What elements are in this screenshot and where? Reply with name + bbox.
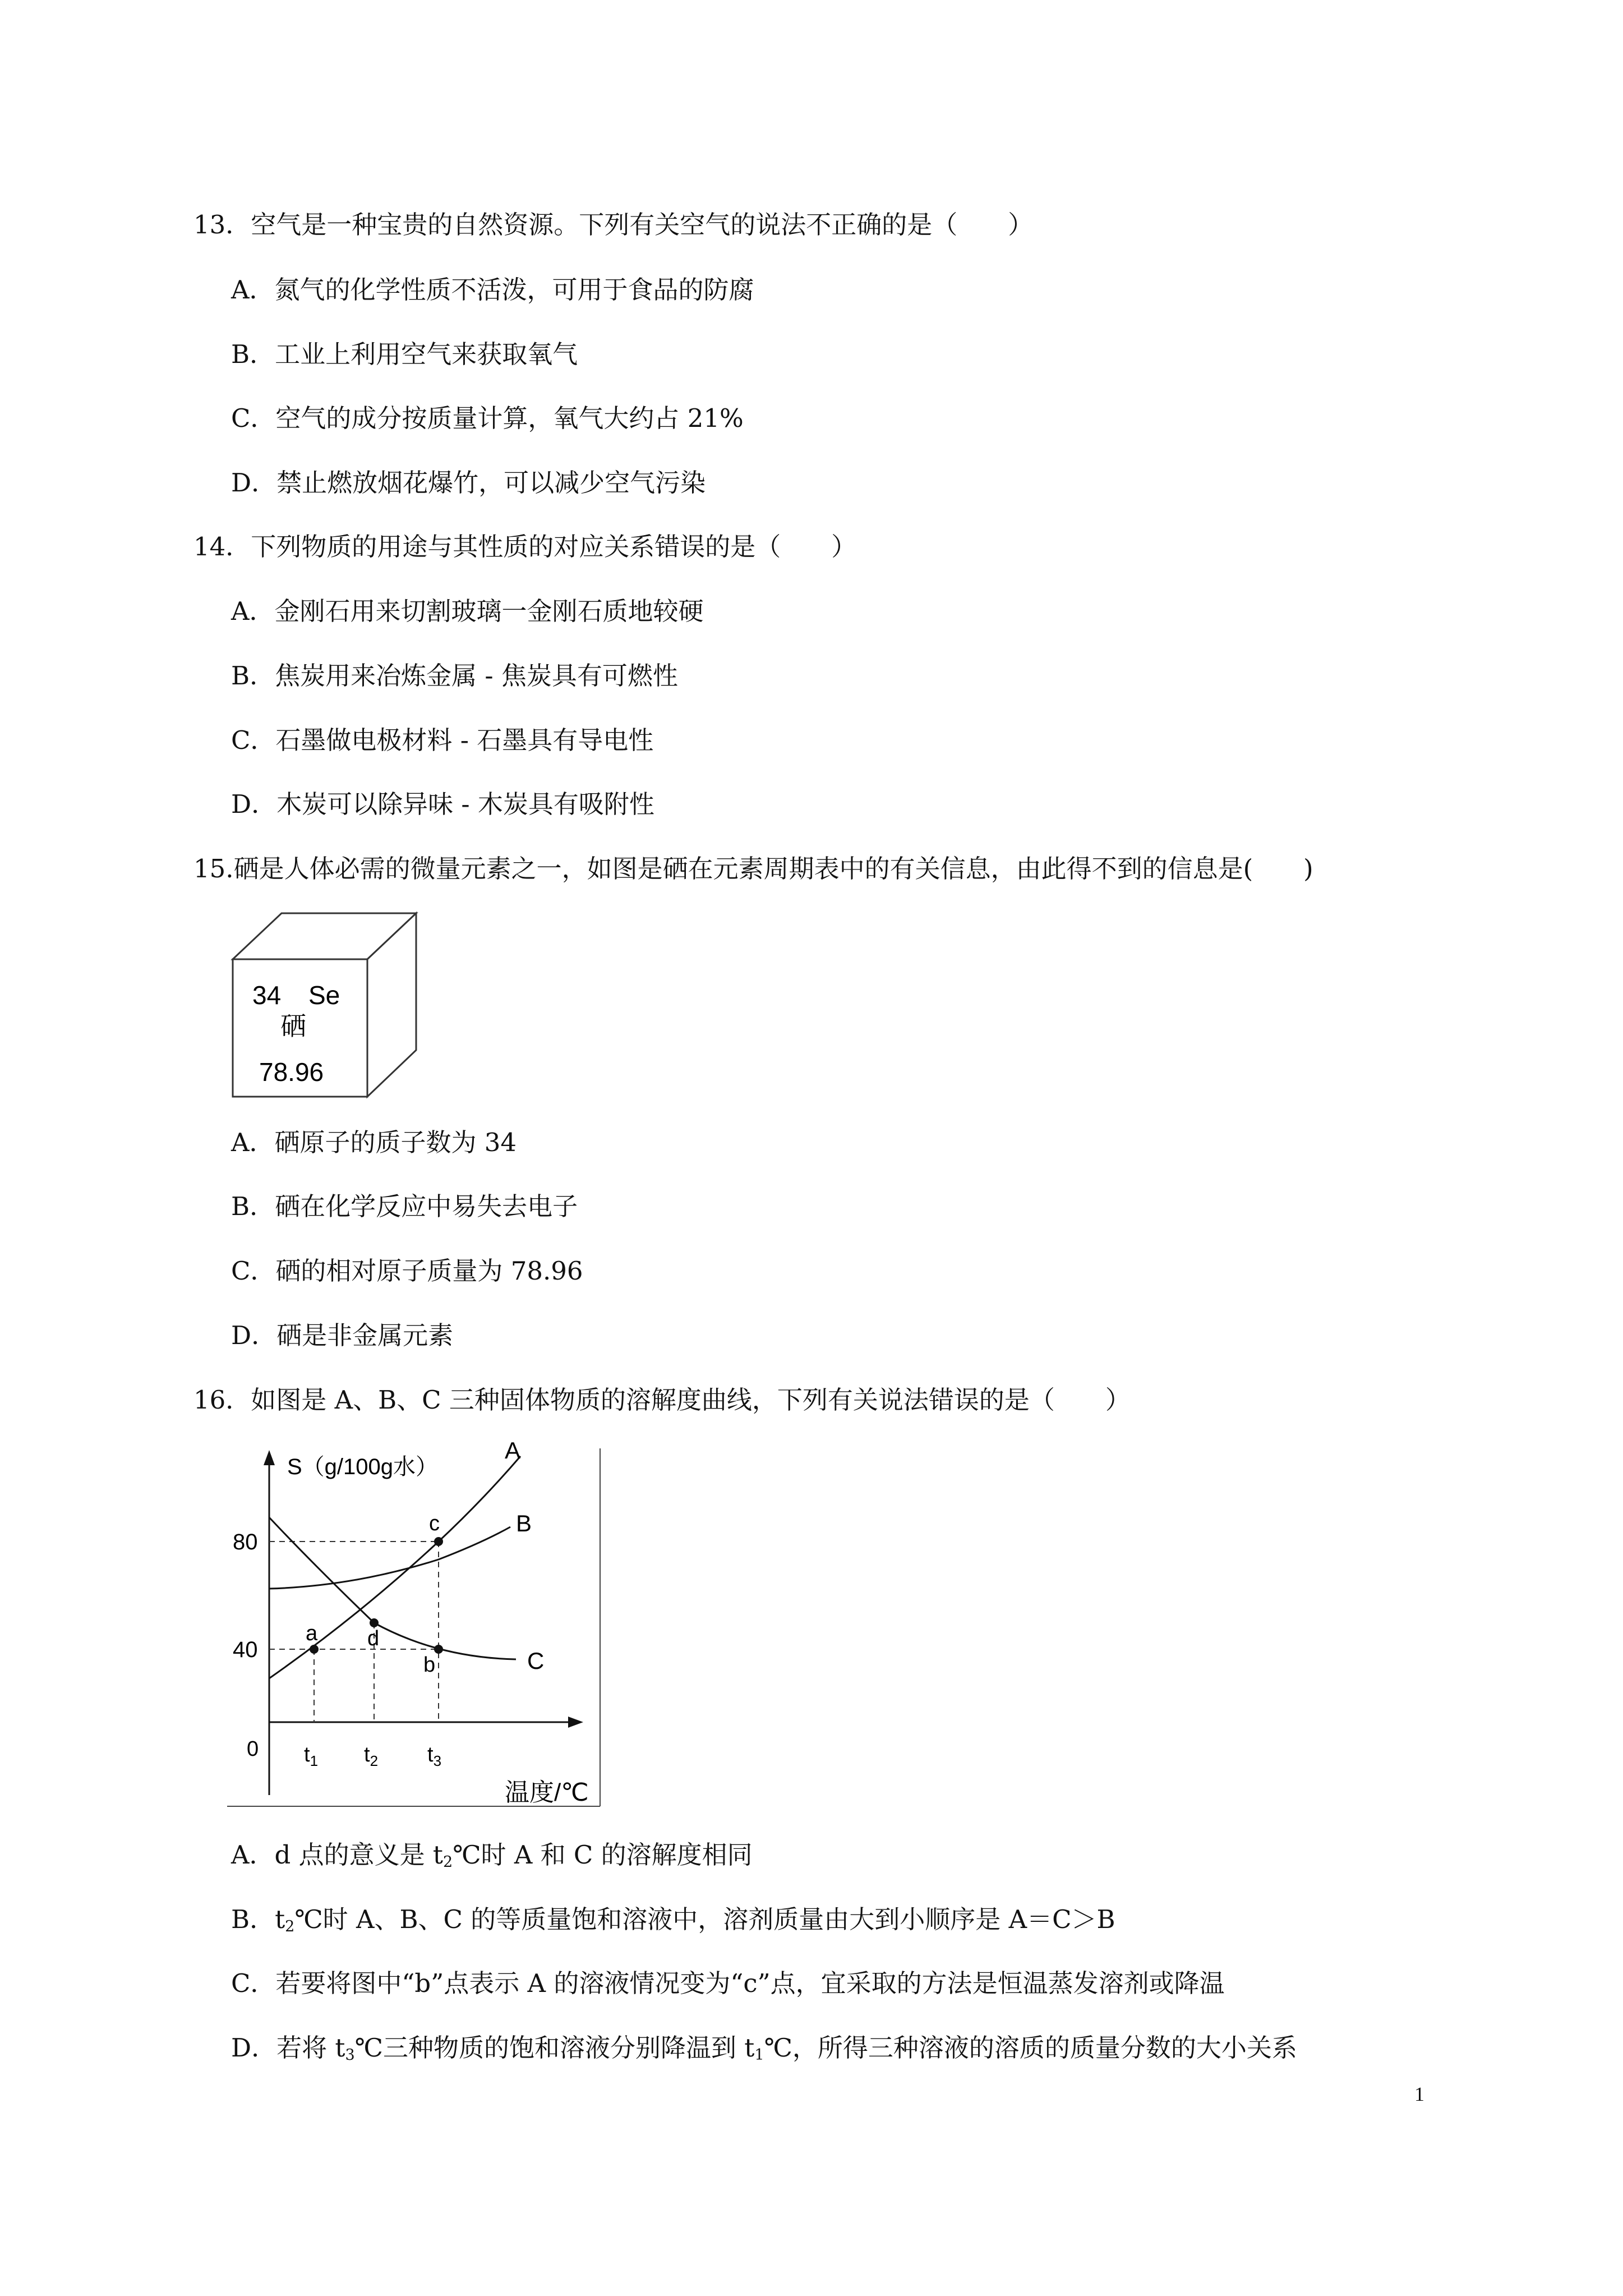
q16-option-a: A．d 点的意义是 $t_2℃$时 A 和 C 的溶解度相同 — [231, 1840, 753, 1871]
q15-option-c: C．硒的相对原子质量为 78.96 — [231, 1256, 583, 1286]
q13-option-a: A．氮气的化学性质不活泼，可用于食品的防腐 — [231, 275, 754, 305]
y-tick-80: 80 — [233, 1530, 258, 1554]
selenium-element-card — [230, 909, 426, 1105]
y-axis-label: S（g/100g水） — [287, 1455, 439, 1479]
point-label-b: b — [423, 1653, 436, 1677]
q15-option-b: B．硒在化学反应中易失去电子 — [231, 1191, 578, 1221]
question-14-stem: 14．下列物质的用途与其性质的对应关系错误的是（ ） — [193, 532, 857, 562]
x-tick-t3: $t_3$ — [427, 1743, 442, 1769]
point-label-d: d — [367, 1627, 380, 1650]
q14-option-b: B．焦炭用来冶炼金属 - 焦炭具有可燃性 — [231, 661, 678, 691]
page-number: 1 — [1414, 2083, 1424, 2105]
element-name: 硒 — [280, 1011, 306, 1041]
atomic-number: 34 — [252, 981, 282, 1010]
x-tick-t1: $t_1$ — [304, 1743, 319, 1769]
atomic-mass: 78.96 — [259, 1057, 324, 1087]
q13-option-c: C．空气的成分按质量计算，氧气大约占 21% — [231, 403, 744, 433]
curve-label-a: A — [505, 1437, 521, 1464]
x-tick-t2: $t_2$ — [364, 1743, 379, 1769]
q14-option-a: A．金刚石用来切割玻璃一金刚石质地较硬 — [231, 596, 704, 626]
q14-option-c: C．石墨做电极材料 - 石墨具有导电性 — [231, 725, 654, 755]
x-axis-label: 温度/℃ — [505, 1779, 589, 1806]
curve-b — [269, 1527, 510, 1589]
q16-option-c: C．若要将图中“b”点表示 A 的溶液情况变为“c”点，宜采取的方法是恒温蒸发溶剂或降温 — [231, 1968, 1225, 1998]
y-tick-40: 40 — [233, 1637, 258, 1662]
curve-label-b: B — [516, 1510, 532, 1536]
curve-label-c: C — [527, 1648, 545, 1674]
origin-label: 0 — [247, 1737, 259, 1761]
point-a — [310, 1645, 319, 1654]
q16-option-b: B．$t_2℃$时 A、B、C 的等质量饱和溶液中，溶剂质量由大到小顺序是 A＝C＞B — [231, 1904, 1115, 1935]
point-c — [434, 1537, 443, 1546]
question-13-stem: 13．空气是一种宝贵的自然资源。下列有关空气的说法不正确的是（ ） — [193, 210, 1034, 240]
q15-option-a: A．硒原子的质子数为 34 — [231, 1128, 517, 1157]
solubility-curve-graph — [224, 1436, 606, 1818]
q14-option-d: D．木炭可以除异味 - 木炭具有吸附性 — [231, 789, 654, 819]
point-d — [370, 1618, 379, 1627]
point-label-c: c — [429, 1512, 440, 1535]
point-b — [434, 1645, 443, 1654]
point-label-a: a — [306, 1622, 318, 1645]
q15-option-d: D．硒是非金属元素 — [231, 1320, 454, 1350]
element-symbol: Se — [308, 981, 340, 1010]
question-15-stem: 15.硒是人体必需的微量元素之一，如图是硒在元素周期表中的有关信息，由此得不到的信息是( ) — [193, 854, 1313, 884]
q13-option-b: B．工业上利用空气来获取氧气 — [231, 339, 578, 369]
q16-option-d: D．若将 $t_3℃$三种物质的饱和溶液分别降温到 $t_1℃$，所得三种溶液的溶质的质量分数的大小关系 — [231, 2033, 1297, 2064]
question-16-stem: 16．如图是 A、B、C 三种固体物质的溶解度曲线，下列有关说法错误的是（ ） — [193, 1385, 1131, 1415]
q13-option-d: D．禁止燃放烟花爆竹，可以减少空气污染 — [231, 468, 706, 498]
